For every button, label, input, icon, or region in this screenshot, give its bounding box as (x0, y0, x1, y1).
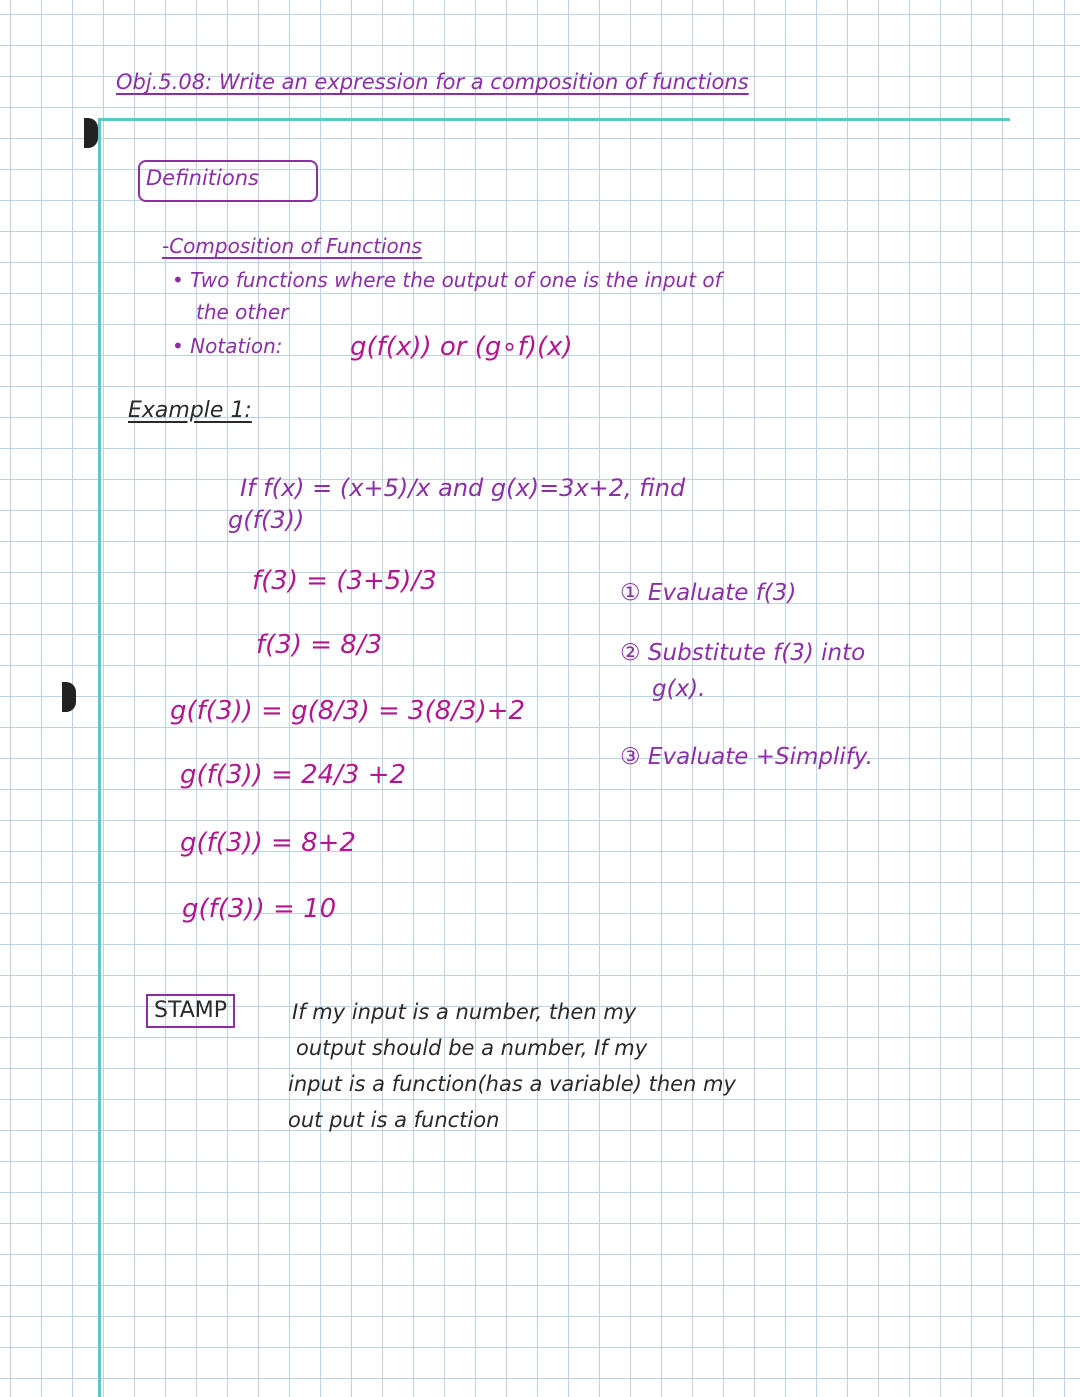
work-line-1: f(3) = (3+5)/3 (252, 566, 437, 596)
stamp-line-2: output should be a number, If my (296, 1036, 648, 1060)
definition-bullet-line2: the other (196, 300, 289, 324)
step-2: ② Substitute f(3) into (620, 640, 866, 666)
step-2-continued: g(x). (652, 676, 706, 702)
example-label: Example 1: (128, 398, 252, 423)
work-line-6: g(f(3)) = 10 (182, 894, 337, 924)
objective-heading: Obj.5.08: Write an expression for a composition of functions (116, 70, 749, 94)
margin-line-top (98, 118, 1010, 121)
work-line-4: g(f(3)) = 24/3 +2 (180, 760, 407, 790)
stamp-line-3: input is a function(has a variable) then my (288, 1072, 736, 1096)
step-3: ③ Evaluate +Simplify. (620, 744, 873, 770)
stamp-label: STAMP (146, 994, 235, 1028)
punch-hole (84, 118, 98, 148)
margin-line-left (98, 118, 101, 1397)
step-1: ① Evaluate f(3) (620, 580, 797, 606)
example-target: g(f(3)) (228, 506, 305, 534)
stamp-line-1: If my input is a number, then my (292, 1000, 637, 1024)
punch-hole (62, 682, 76, 712)
notation-expression: g(f(x)) or (g∘f)(x) (350, 332, 573, 362)
example-prompt: If f(x) = (x+5)/x and g(x)=3x+2, find (240, 474, 686, 502)
definition-term: -Composition of Functions (162, 234, 422, 258)
notation-label: • Notation: (172, 334, 283, 358)
definition-bullet-line1: • Two functions where the output of one is the input of (172, 268, 722, 292)
work-line-3: g(f(3)) = g(8/3) = 3(8/3)+2 (170, 696, 526, 726)
stamp-line-4: out put is a function (288, 1108, 500, 1132)
work-line-5: g(f(3)) = 8+2 (180, 828, 356, 858)
work-line-2: f(3) = 8/3 (256, 630, 383, 660)
definitions-label: Definitions (146, 166, 259, 190)
